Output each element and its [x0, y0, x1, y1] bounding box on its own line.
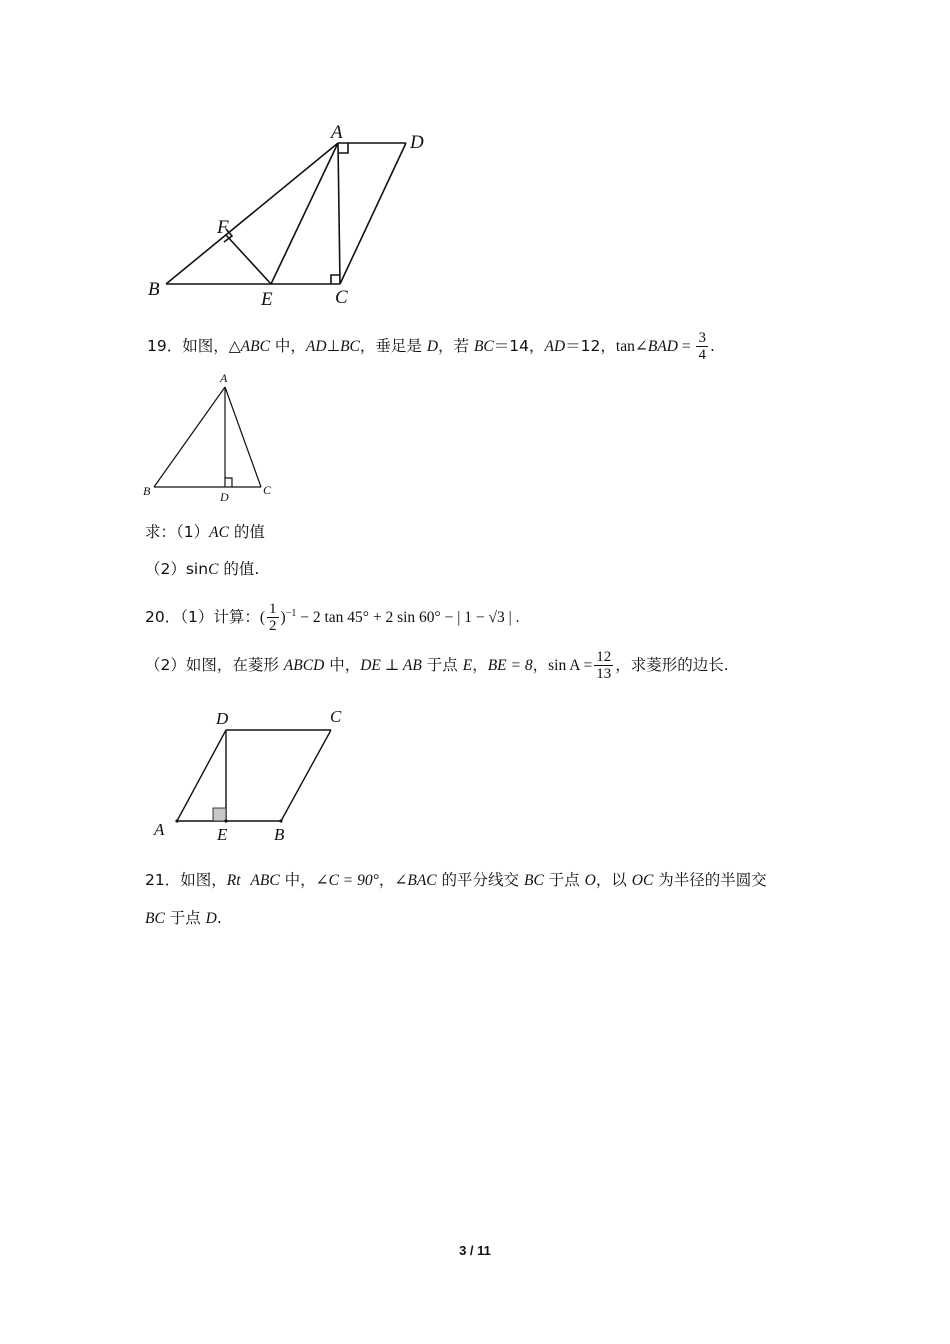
- label-A: A: [220, 371, 228, 385]
- label-B: B: [148, 279, 160, 300]
- q20-part1: 20．（1）计算：( $\frac{1}{2}$ )$^{-1}$ − 2 tan 45° + 2 sin 60° − | 1 − √3 | .: [145, 601, 520, 635]
- label-B: B: [274, 825, 285, 844]
- q19-part1: 求：（1）AC 的值: [145, 523, 265, 541]
- label-E: E: [261, 289, 273, 310]
- label-D: D: [220, 490, 229, 504]
- label-A: A: [331, 122, 343, 143]
- q19-statement: 19．如图，△ABC 中，AD⊥BC，垂足是 D，若 BC＝14，AD＝12，tan∠BAD = $\frac{3}{4}$ .: [147, 330, 715, 363]
- label-C: C: [330, 707, 342, 726]
- sin-fraction: $\frac{12}{13}$: [596, 649, 612, 682]
- figure-rhombus-abcd: [148, 700, 368, 850]
- label-C: C: [263, 483, 272, 497]
- label-B: B: [143, 484, 151, 498]
- q21-line2: BC 于点 D.: [145, 909, 222, 927]
- tan-fraction: $\frac{3}{4}$: [698, 330, 706, 363]
- label-A: A: [154, 820, 165, 839]
- label-F: F: [217, 217, 229, 238]
- figure-triangle-abc: [138, 368, 288, 508]
- figure-parallelogram-abdc: [140, 115, 440, 315]
- q21-line1: 21．如图，Rt ABC 中，∠C = 90°，∠BAC 的平分线交 BC 于点 O，以 OC 为半径的半圆交: [145, 871, 767, 889]
- page-number: 3 / 11: [459, 1243, 491, 1258]
- half-fraction: $\frac{1}{2}$: [269, 601, 277, 635]
- q20-part2: （2）如图，在菱形 ABCD 中，DE ⊥ AB 于点 E，BE = 8，sin A = $\frac{12}{13}$ ，求菱形的边长.: [145, 649, 729, 682]
- label-D: D: [216, 709, 229, 728]
- q19-part2: （2）sinC 的值.: [145, 560, 260, 578]
- label-E: E: [217, 825, 228, 844]
- label-C: C: [335, 287, 348, 308]
- label-D: D: [410, 132, 424, 153]
